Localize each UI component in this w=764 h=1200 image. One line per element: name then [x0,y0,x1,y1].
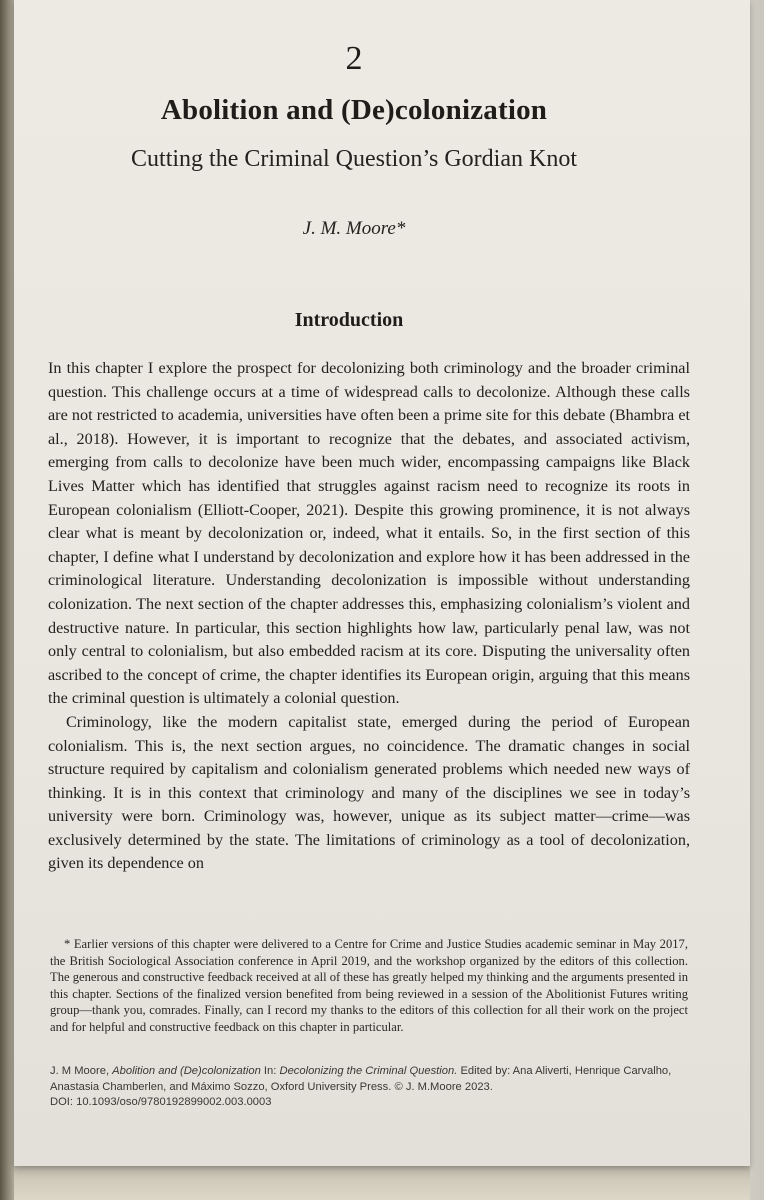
citation-details: Edited by: Ana Aliverti, Henrique Carvalho, Anastasia Chamberlen, and Máximo Sozzo, Oxford University Press. © J. M.Moore 2023. [50,1065,672,1093]
citation-author: J. M Moore, [50,1065,110,1077]
paragraph: In this chapter I explore the prospect for decolonizing both criminology and the broader criminal question. This challenge occurs at a time of widespread calls to decolonize. Although these calls are not restricted to academia, universities have often been a prime site for this debate (Bhambra et al., 2018). However, it is important to recognize that the debates, and associated activism, emerging from calls to decolonize have been much wider, encompassing campaigns like Black Lives Matter which has identified that struggles against racism need to recognize its roots in European colonialism (Elliott-Cooper, 2021). Despite this growing prominence, it is not always clear what is meant by decolonization or, indeed, what it entails. So, in the first section of this chapter, I define what I understand by decolonization and explore how it has been addressed in the criminological literature. Understanding decolonization is impossible without understanding colonization. The next section of the chapter addresses this, emphasizing colonialism’s violent and destructive nature. In particular, this section highlights how law, particularly penal law, was not only central to colonialism, but also embedded racism at its core. Disputing the universality often ascribed to the concept of crime, the chapter identifies its European origin, arguing that this means the criminal question is ultimately a colonial question. [48,359,690,708]
citation-in-label: In: [263,1065,277,1077]
footnote: * Earlier versions of this chapter were delivered to a Centre for Crime and Justice Studies academic seminar in May 2017, the British Sociological Association conference in April 2019, and the workshop organized by the editors of this collection. The generous and constructive feedback received at all of these has greatly helped my thinking and the arguments presented in this chapter. Sections of the finalized version benefited from being reviewed in a session of the Abolitionist Futures writing group—thank you, comrades. Finally, can I record my thanks to the editors of this collection for all their work on the project and for helpful and constructive feedback on this chapter in particular. [50,937,688,1034]
section-heading: Introduction [294,309,404,331]
citation-chapter-title: Abolition and (De)colonization [112,1065,261,1077]
paragraph: Criminology, like the modern capitalist state, emerged during the period of European colonialism. This is, the next section argues, no coincidence. The dramatic changes in social structure required by capitalism and colonialism generated problems which needed new ways of thinking. It is in this context that criminology and many of the disciplines we see in today’s university were born. Criminology was, however, unique as its subject matter—crime—was exclusively determined by the state. The limitations of criminology as a tool of decolonization, given its dependence on [48,712,690,873]
citation-block [50,1064,688,1111]
chapter-subtitle: Cutting the Criminal Question’s Gordian Knot [131,146,577,172]
page-edge-shadow [14,1166,750,1200]
chapter-number: 2 [345,40,363,77]
citation-doi: DOI: 10.1093/oso/9780192899002.003.0003 [50,1096,272,1109]
citation-book-title: Decolonizing the Criminal Question. [279,1065,458,1077]
body-text [48,357,690,876]
author-name: J. M. Moore* [302,218,406,239]
book-page [14,0,750,1166]
chapter-title: Abolition and (De)colonization [160,94,548,126]
